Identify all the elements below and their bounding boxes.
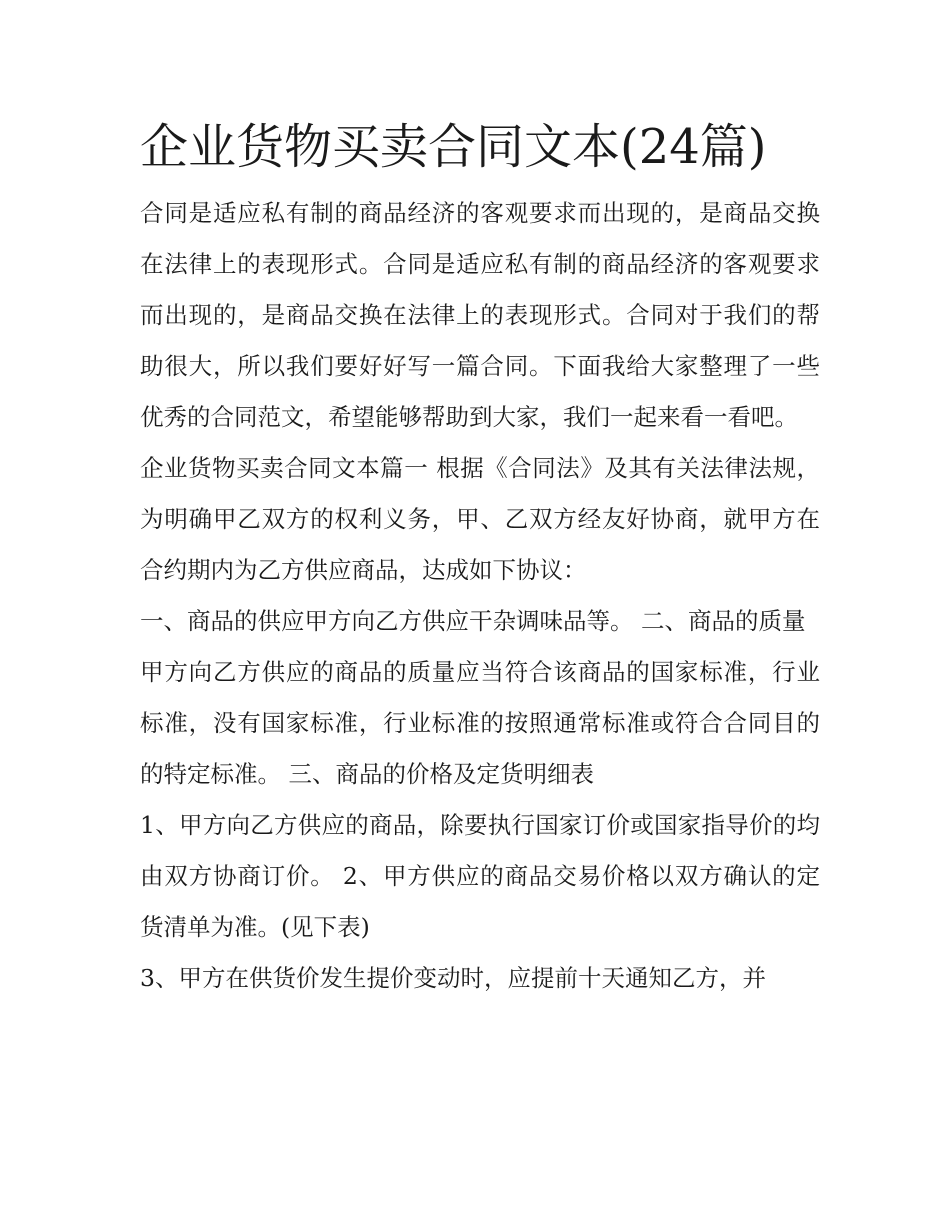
paragraph-price-change: 3、甲方在供货价发生提价变动时，应提前十天通知乙方，并 [140,964,766,992]
paragraph-section-1: 一、商品的供应甲方向乙方供应干杂调味品等。 二、商品的质量 [140,607,806,635]
paragraph-contract-1: 企业货物买卖合同文本篇一 根据《合同法》及其有关法律法规，为明确甲乙双方的权利义务，甲、乙双方经友好协商，就甲方在合约期内为乙方供应商品，达成如下协议： [140,454,820,584]
paragraph-price: 1、甲方向乙方供应的商品，除要执行国家订价或国家指导价的均由双方协商订价。 2、甲方供应的商品交易价格以双方确认的定货清单为准。(见下表) [140,811,820,941]
document-title: 企业货物买卖合同文本(24篇) [140,119,767,175]
paragraph-intro: 合同是适应私有制的商品经济的客观要求而出现的，是商品交换在法律上的表现形式。合同是适应私有制的商品经济的客观要求而出现的，是商品交换在法律上的表现形式。合同对于我们的帮助很大，所以我们要好好写一篇合同。下面我给大家整理了一些优秀的合同范文，希望能够帮助到大家，我们一起来看一看吧。 [140,199,820,431]
paragraph-quality: 甲方向乙方供应的商品的质量应当符合该商品的国家标准，行业标准，没有国家标准，行业标准的按照通常标准或符合合同目的的特定标准。 三、商品的价格及定货明细表 [140,658,820,788]
document-page [140,112,820,1004]
